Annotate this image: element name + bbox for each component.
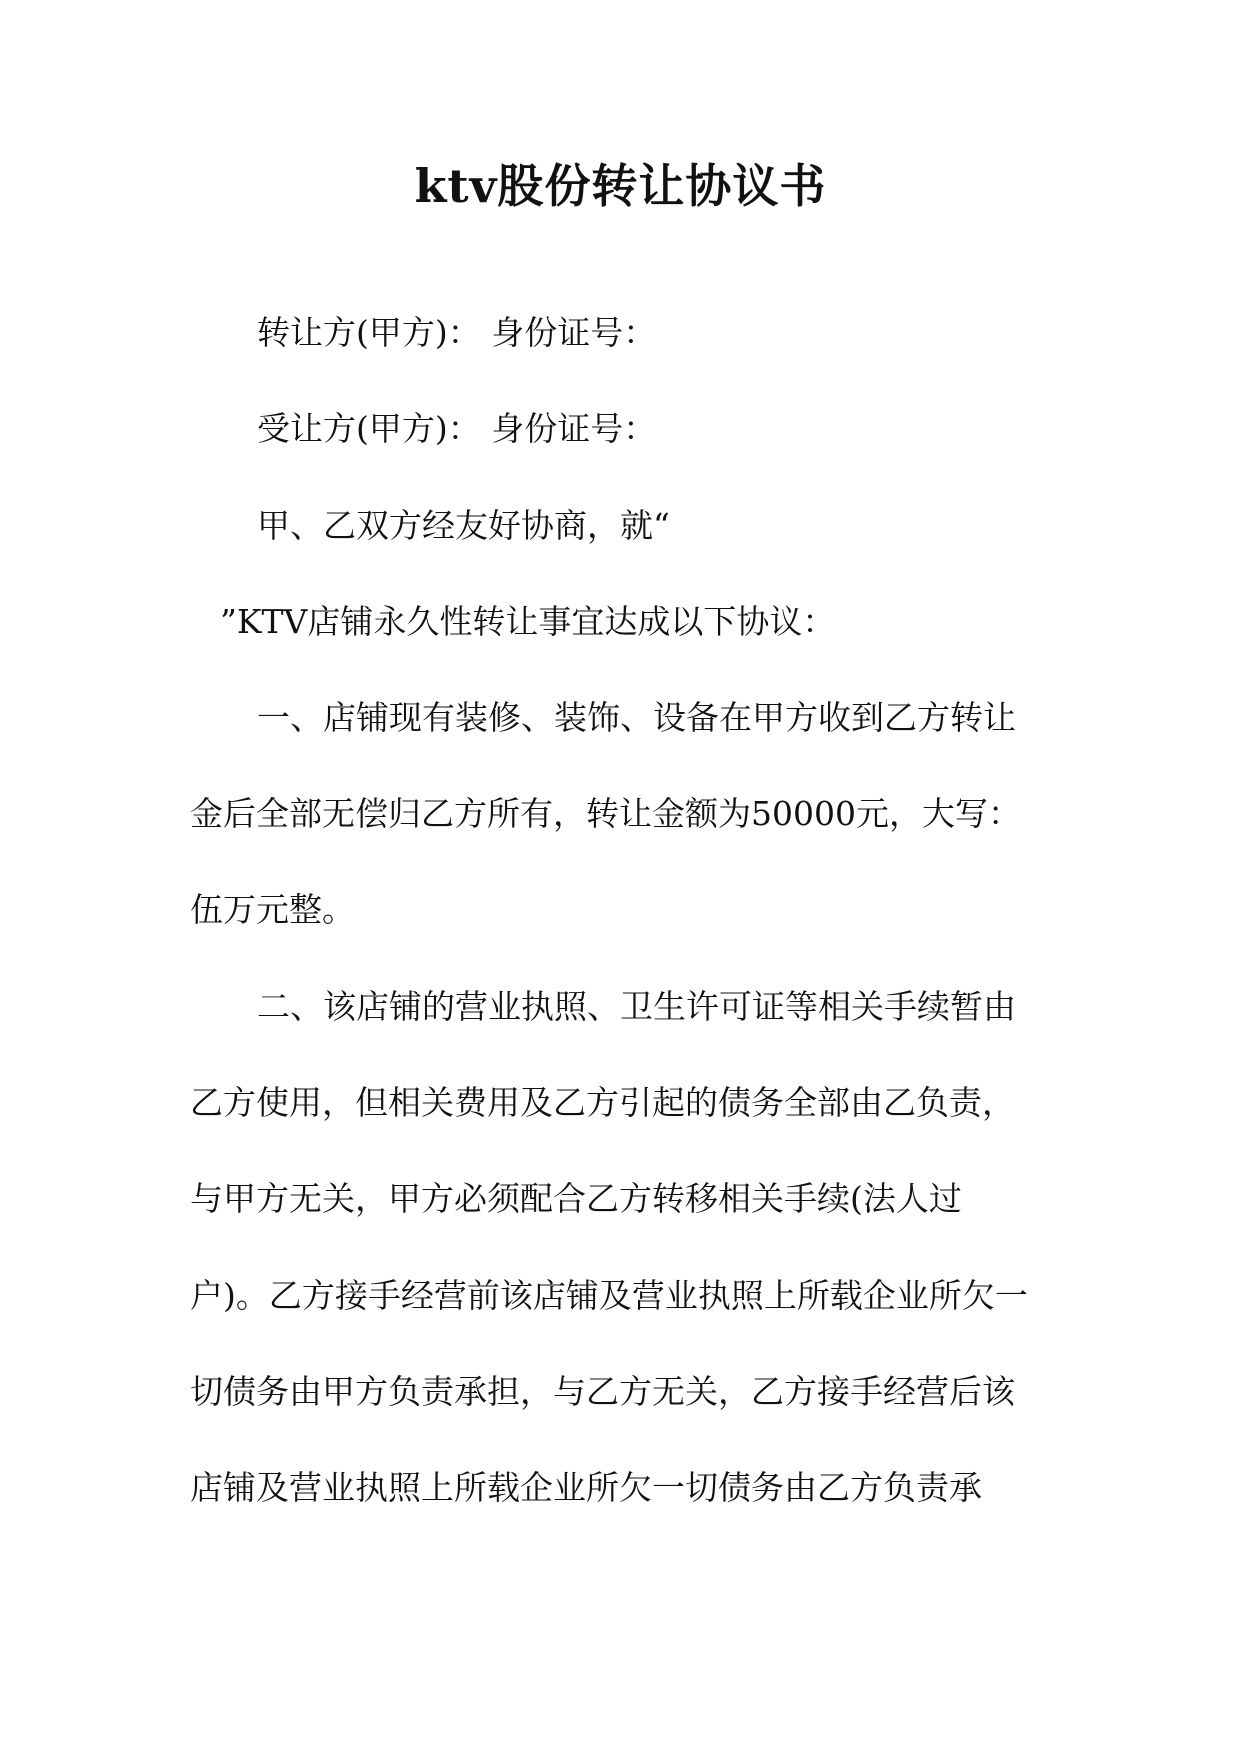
clause-1-line-1: 一、店铺现有装修、装饰、设备在甲方收到乙方转让 [257,698,1016,737]
clause-2-line-1: 二、该店铺的营业执照、卫生许可证等相关手续暂由 [257,987,1016,1026]
clause-2-line-3: 与甲方无关，甲方必须配合乙方转移相关手续(法人过 [190,1179,962,1218]
clause-2-line-4: 户)。乙方接手经营前该店铺及营业执照上所载企业所欠一 [190,1276,1028,1315]
transferor-line: 转让方(甲方)： 身份证号： [257,313,657,352]
transferee-line: 受让方(甲方)： 身份证号： [257,409,657,448]
document-title: ktv股份转让协议书 [414,159,827,213]
clause-2-line-2: 乙方使用，但相关费用及乙方引起的债务全部由乙负责， [190,1083,1015,1122]
clause-2-line-5: 切债务由甲方负责承担，与乙方无关，乙方接手经营后该 [190,1372,1015,1411]
clause-2-line-6: 店铺及营业执照上所载企业所欠一切债务由乙方负责承 [190,1468,982,1507]
clause-1-line-3: 伍万元整。 [190,890,355,929]
clause-1-line-2: 金后全部无偿归乙方所有，转让金额为50000元，大写： [190,794,1021,833]
intro-line: 甲、乙双方经友好协商，就“ [257,506,670,545]
intro-continuation-line: ”KTV店铺永久性转让事宜达成以下协议： [220,602,836,641]
